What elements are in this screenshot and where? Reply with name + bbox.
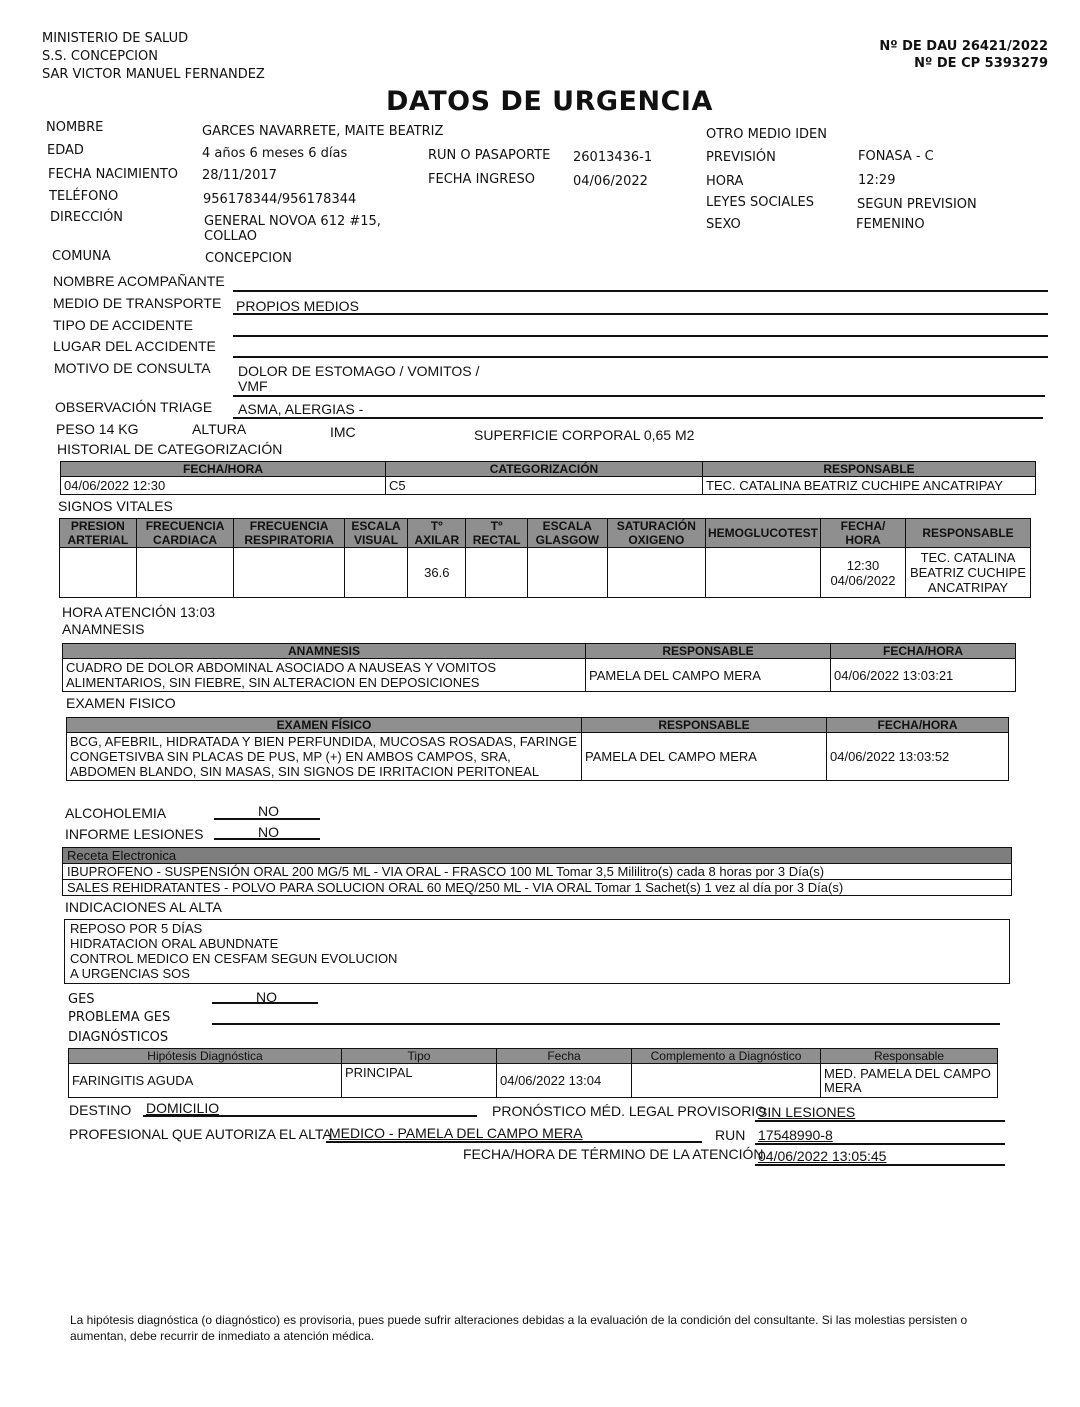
run-medico-label: RUN	[715, 1127, 746, 1143]
lugar-accidente-line	[233, 356, 1048, 358]
column-header: Fecha	[497, 1049, 632, 1064]
column-header: PRESION ARTERIAL	[60, 519, 137, 548]
observacion-value: ASMA, ALERGIAS -	[238, 401, 364, 417]
observacion-label: OBSERVACIÓN TRIAGE	[55, 399, 213, 415]
hora-atencion: HORA ATENCIÓN 13:03	[62, 604, 216, 620]
column-header: RESPONSABLE	[906, 519, 1031, 548]
ges-value: NO	[256, 989, 277, 1005]
fecha-ingreso-label: FECHA INGRESO	[428, 172, 535, 187]
destino-value: DOMICILIO	[146, 1100, 220, 1116]
destino-line	[143, 1115, 477, 1117]
column-header: SATURACIÓN OXIGENO	[607, 519, 705, 548]
table-row	[60, 548, 1031, 598]
tipo-accidente-label: TIPO DE ACCIDENTE	[53, 317, 194, 333]
acompanante-line	[233, 290, 1048, 292]
examen-responsable: PAMELA DEL CAMPO MERA	[582, 733, 827, 781]
table-cell	[60, 548, 137, 598]
table-cell	[607, 548, 705, 598]
dau-number: Nº DE DAU 26421/2022	[879, 39, 1048, 54]
column-header: FRECUENCIA RESPIRATORIA	[234, 519, 344, 548]
comuna-value: CONCEPCION	[205, 251, 293, 266]
column-header: RESPONSABLE	[703, 462, 1036, 477]
table-cell: MED. PAMELA DEL CAMPO MERA	[821, 1064, 998, 1098]
institution-line: MINISTERIO DE SALUD	[42, 31, 189, 46]
motivo-line	[233, 395, 1045, 397]
column-header: Tipo	[342, 1049, 497, 1064]
motivo-value-1: DOLOR DE ESTOMAGO / VOMITOS /	[238, 363, 480, 379]
signos-table	[59, 518, 1031, 598]
ges-line	[212, 1002, 318, 1004]
table-header-row	[61, 462, 1036, 477]
run-value: 26013436-1	[573, 150, 653, 165]
categorizacion-title: HISTORIAL DE CATEGORIZACIÓN	[57, 441, 283, 457]
table-row	[67, 733, 1009, 781]
alcoholemia-line	[214, 818, 320, 820]
table-cell: C5	[386, 477, 703, 495]
direccion-label: DIRECCIÓN	[50, 210, 124, 225]
anamnesis-title: ANAMNESIS	[62, 621, 145, 637]
problema-ges-label: PROBLEMA GES	[68, 1010, 171, 1025]
temp-axilar-cell: 36.6	[408, 548, 466, 598]
examen-fecha: 04/06/2022 13:03:52	[827, 733, 1009, 781]
leyes-sociales-label: LEYES SOCIALES	[706, 195, 814, 210]
indicacion-line: CONTROL MEDICO EN CESFAM SEGUN EVOLUCION	[70, 951, 398, 966]
hora-label: HORA	[706, 174, 744, 189]
termino-label: FECHA/HORA DE TÉRMINO DE LA ATENCIÓN	[463, 1146, 764, 1162]
pronostico-value: SIN LESIONES	[758, 1104, 856, 1120]
transporte-label: MEDIO DE TRANSPORTE	[53, 295, 222, 311]
column-header: ESCALA GLASGOW	[527, 519, 607, 548]
table-row	[61, 477, 1036, 495]
column-header: HEMOGLUCOTEST	[706, 519, 821, 548]
edad-label: EDAD	[47, 143, 84, 158]
table-cell: TEC. CATALINA BEATRIZ CUCHIPE ANCATRIPAY	[703, 477, 1036, 495]
table-cell	[344, 548, 407, 598]
nombre-label: NOMBRE	[46, 120, 104, 135]
sexo-label: SEXO	[706, 217, 741, 232]
table-header-row	[60, 519, 1031, 548]
run-label: RUN O PASAPORTE	[428, 148, 551, 163]
table-cell: 04/06/2022 12:30	[61, 477, 386, 495]
table-header-row	[69, 1049, 998, 1064]
column-header: ANAMNESIS	[63, 644, 586, 659]
table-cell	[706, 548, 821, 598]
profesional-label: PROFESIONAL QUE AUTORIZA EL ALTA	[69, 1126, 332, 1142]
altura-label: ALTURA	[192, 421, 247, 437]
telefono-value: 956178344/956178344	[203, 192, 357, 207]
tipo-accidente-line	[233, 335, 1048, 337]
destino-label: DESTINO	[69, 1102, 132, 1118]
table-cell	[466, 548, 528, 598]
table-cell	[136, 548, 234, 598]
diagnosticos-title: DIAGNÓSTICOS	[68, 1030, 169, 1045]
column-header: RESPONSABLE	[582, 718, 827, 733]
receta-item: SALES REHIDRATANTES - POLVO PARA SOLUCION ORAL 60 MEQ/250 ML - VIA ORAL Tomar 1 Sachet(s) 1 vez al día por 3 Día(s)	[62, 880, 1012, 896]
pronostico-line	[755, 1120, 1005, 1122]
indicacion-line: REPOSO POR 5 DÍAS	[70, 921, 203, 936]
edad-value: 4 años 6 meses 6 días	[202, 146, 348, 161]
fecha-nacimiento-value: 28/11/2017	[202, 168, 277, 183]
indicaciones-title: INDICACIONES AL ALTA	[65, 899, 222, 915]
peso-value: PESO 14 KG	[56, 421, 139, 437]
column-header: Tº AXILAR	[408, 519, 466, 548]
column-header: ESCALA VISUAL	[344, 519, 407, 548]
anamnesis-table	[62, 643, 1016, 692]
column-header: Complemento a Diagnóstico	[632, 1049, 821, 1064]
table-header-row	[67, 718, 1009, 733]
telefono-label: TELÉFONO	[49, 189, 119, 204]
profesional-line	[326, 1141, 702, 1143]
responsable-cell: TEC. CATALINA BEATRIZ CUCHIPE ANCATRIPAY	[906, 548, 1031, 598]
fecha-nacimiento-label: FECHA NACIMIENTO	[48, 167, 179, 182]
table-cell	[527, 548, 607, 598]
nombre-value: GARCES NAVARRETE, MAITE BEATRIZ	[202, 124, 444, 139]
fecha-hora-cell: 12:30 04/06/2022	[821, 548, 906, 598]
ges-label: GES	[68, 992, 95, 1007]
diagnosticos-table	[68, 1048, 998, 1098]
receta-table	[62, 847, 1012, 896]
receta-item: IBUPROFENO - SUSPENSIÓN ORAL 200 MG/5 ML - VIA ORAL - FRASCO 100 ML Tomar 3,5 Mililitro(s) cada 8 horas por 3 Día(s)	[62, 864, 1012, 880]
profesional-value: MEDICO - PAMELA DEL CAMPO MERA	[329, 1125, 583, 1141]
institution-block	[42, 30, 265, 84]
prevision-label: PREVISIÓN	[706, 150, 776, 165]
examen-text: BCG, AFEBRIL, HIDRATADA Y BIEN PERFUNDIDA, MUCOSAS ROSADAS, FARINGE CONGETSIVBA SIN PLACAS DE PUS, MP (+) EN AMBOS CAMPOS, SRA, ABDOMEN BLANDO, SIN MASAS, SIN SIGNOS DE IRRITACION PERITONEAL	[67, 733, 582, 781]
table-cell	[632, 1064, 821, 1098]
receta-title: Receta Electronica	[62, 847, 1012, 864]
alcoholemia-value: NO	[258, 803, 279, 819]
lesiones-line	[214, 838, 320, 840]
column-header: Tº RECTAL	[466, 519, 528, 548]
table-row	[63, 659, 1016, 692]
anamnesis-responsable: PAMELA DEL CAMPO MERA	[586, 659, 831, 692]
problema-ges-line	[212, 1023, 1000, 1025]
observacion-line	[233, 417, 1043, 419]
anamnesis-fecha: 04/06/2022 13:03:21	[831, 659, 1016, 692]
leyes-sociales-value: SEGUN PREVISION	[857, 197, 977, 212]
transporte-line	[233, 313, 1048, 315]
institution-line: SAR VICTOR MANUEL FERNANDEZ	[42, 67, 265, 82]
document-numbers	[879, 38, 1048, 72]
motivo-value-2: VMF	[238, 378, 268, 394]
page-title: DATOS DE URGENCIA	[386, 86, 713, 117]
disclaimer: La hipótesis diagnóstica (o diagnóstico) es provisoria, pues puede sufrir alteraciones debidas a la evaluación de la condición del consultante. Si las molestias persisten o aumentan, debe recurrir de inmediato a atención médica.	[70, 1313, 968, 1343]
table-cell	[234, 548, 344, 598]
column-header: FRECUENCIA CARDIACA	[136, 519, 234, 548]
lesiones-value: NO	[258, 824, 279, 840]
column-header: CATEGORIZACIÓN	[386, 462, 703, 477]
direccion-value-2: COLLAO	[204, 229, 257, 244]
superficie-value: SUPERFICIE CORPORAL 0,65 M2	[474, 427, 695, 443]
lesiones-label: INFORME LESIONES	[65, 826, 204, 842]
direccion-value-1: GENERAL NOVOA 612 #15,	[204, 214, 381, 229]
indicacion-line: HIDRATACION ORAL ABUNDNATE	[70, 936, 279, 951]
sexo-value: FEMENINO	[856, 217, 925, 232]
otro-medio-label: OTRO MEDIO IDEN	[706, 127, 827, 142]
table-cell: FARINGITIS AGUDA	[69, 1064, 342, 1098]
termino-line	[755, 1164, 1005, 1166]
categorizacion-table	[60, 461, 1036, 495]
column-header: RESPONSABLE	[586, 644, 831, 659]
acompanante-label: NOMBRE ACOMPAÑANTE	[53, 273, 225, 289]
column-header: FECHA/ HORA	[821, 519, 906, 548]
column-header: Responsable	[821, 1049, 998, 1064]
examen-title: EXAMEN FISICO	[66, 695, 176, 711]
fecha-ingreso-value: 04/06/2022	[573, 174, 648, 189]
table-cell: PRINCIPAL	[342, 1064, 497, 1098]
table-row	[69, 1064, 998, 1098]
examen-table	[66, 717, 1009, 781]
indicacion-line: A URGENCIAS SOS	[70, 966, 190, 981]
transporte-value: PROPIOS MEDIOS	[236, 298, 359, 314]
prevision-value: FONASA - C	[858, 149, 934, 164]
run-medico-line	[755, 1143, 1005, 1145]
column-header: Hipótesis Diagnóstica	[69, 1049, 342, 1064]
indicaciones-box	[64, 919, 1010, 984]
cp-number: Nº DE CP 5393279	[914, 56, 1048, 71]
anamnesis-text: CUADRO DE DOLOR ABDOMINAL ASOCIADO A NAUSEAS Y VOMITOS ALIMENTARIOS, SIN FIEBRE, SIN ALTERACION EN DEPOSICIONES	[63, 659, 586, 692]
comuna-label: COMUNA	[52, 249, 111, 264]
run-medico-value: 17548990-8	[758, 1127, 833, 1143]
imc-label: IMC	[330, 424, 356, 440]
table-cell: 04/06/2022 13:04	[497, 1064, 632, 1098]
column-header: FECHA/HORA	[61, 462, 386, 477]
institution-line: S.S. CONCEPCION	[42, 49, 158, 64]
column-header: EXAMEN FÍSICO	[67, 718, 582, 733]
motivo-label: MOTIVO DE CONSULTA	[54, 360, 211, 376]
column-header: FECHA/HORA	[827, 718, 1009, 733]
alcoholemia-label: ALCOHOLEMIA	[65, 805, 167, 821]
hora-value: 12:29	[858, 173, 896, 188]
table-header-row	[63, 644, 1016, 659]
signos-title: SIGNOS VITALES	[58, 498, 173, 514]
pronostico-label: PRONÓSTICO MÉD. LEGAL PROVISORIO	[492, 1103, 767, 1119]
lugar-accidente-label: LUGAR DEL ACCIDENTE	[53, 338, 216, 354]
termino-value: 04/06/2022 13:05:45	[758, 1148, 887, 1164]
column-header: FECHA/HORA	[831, 644, 1016, 659]
